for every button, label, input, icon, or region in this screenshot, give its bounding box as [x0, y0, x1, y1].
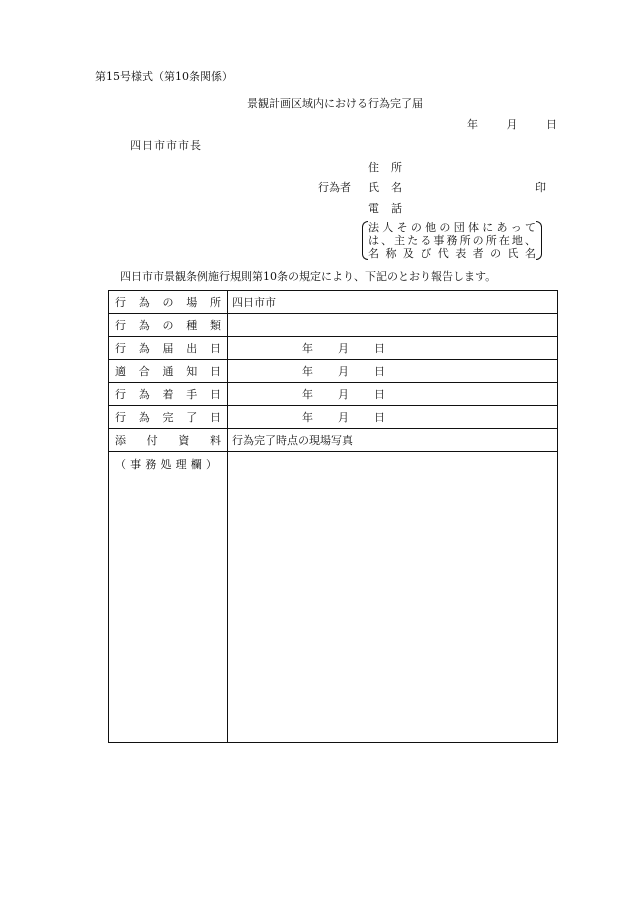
day-label: 日 [374, 411, 385, 424]
row-label [109, 383, 228, 406]
table-row [109, 314, 558, 337]
submission-date [467, 116, 557, 132]
phone-label: 電話 [368, 202, 414, 215]
day-label: 日 [374, 388, 385, 401]
actor-label: 行為者 [318, 181, 351, 194]
month-label: 月 [338, 365, 349, 378]
note-line: 法人その他の団体にあって [368, 221, 536, 234]
office-label-char: 欄 [190, 458, 202, 471]
row-value[interactable] [228, 360, 558, 383]
report-table [108, 290, 558, 743]
month-label: 月 [506, 118, 518, 131]
row-value[interactable]: 行為完了時点の現場写真 [228, 429, 558, 452]
addressee: 四日市市市長 [130, 139, 202, 152]
row-label [109, 406, 228, 429]
year-label: 年 [302, 411, 313, 424]
row-label [109, 291, 228, 314]
table-row [109, 360, 558, 383]
month-label: 月 [338, 411, 349, 424]
office-label-char: 事 [130, 458, 142, 471]
office-label-char: 処 [160, 458, 172, 471]
row-label [109, 337, 228, 360]
office-use-label [109, 452, 228, 743]
year-label: 年 [302, 388, 313, 401]
row-label-text: 行 為 完 了 日 [115, 411, 221, 424]
note-line: は、主たる事務所の所在地、 [368, 234, 536, 247]
table-row [109, 429, 558, 452]
form-number: 第15号様式（第10条関係） [95, 70, 233, 83]
row-value[interactable] [228, 314, 558, 337]
address-label: 住所 [368, 161, 414, 174]
row-label-text: 行 為 届 出 日 [115, 342, 221, 355]
row-label [109, 314, 228, 337]
row-label-text: 行 為 着 手 日 [115, 388, 221, 401]
document-title: 景観計画区域内における行為完了届 [247, 97, 423, 110]
day-label: 日 [546, 118, 557, 131]
row-label-text: 行 為 の 場 所 [115, 296, 221, 309]
row-value[interactable] [228, 406, 558, 429]
year-label: 年 [302, 365, 313, 378]
table-row [109, 291, 558, 314]
office-use-row [109, 452, 558, 743]
row-label-text: 添 付 資 料 [115, 434, 221, 447]
day-label: 日 [374, 342, 385, 355]
note-line: 名称及び代表者の氏名 [368, 247, 536, 260]
office-label-char: 理 [175, 458, 187, 471]
report-statement: 四日市市景観条例施行規則第10条の規定により、下記のとおり報告します。 [120, 270, 497, 283]
office-label-char: （ [115, 458, 126, 471]
office-use-field[interactable] [228, 452, 558, 743]
table-row [109, 337, 558, 360]
row-label [109, 360, 228, 383]
row-value[interactable] [228, 337, 558, 360]
office-label-char: ） [205, 458, 217, 471]
seal-mark: 印 [535, 181, 546, 194]
row-value[interactable] [228, 383, 558, 406]
table-row [109, 406, 558, 429]
row-label-text: 行 為 の 種 類 [115, 319, 221, 332]
row-label-text: 適 合 通 知 日 [115, 365, 221, 378]
name-label: 氏名 [368, 181, 414, 194]
office-label-char: 務 [145, 458, 157, 471]
table-row [109, 383, 558, 406]
row-value[interactable]: 四日市市 [228, 291, 558, 314]
day-label: 日 [374, 365, 385, 378]
corporate-note [368, 221, 536, 260]
year-label: 年 [302, 342, 313, 355]
row-label [109, 429, 228, 452]
month-label: 月 [338, 342, 349, 355]
year-label: 年 [467, 118, 478, 131]
month-label: 月 [338, 388, 349, 401]
